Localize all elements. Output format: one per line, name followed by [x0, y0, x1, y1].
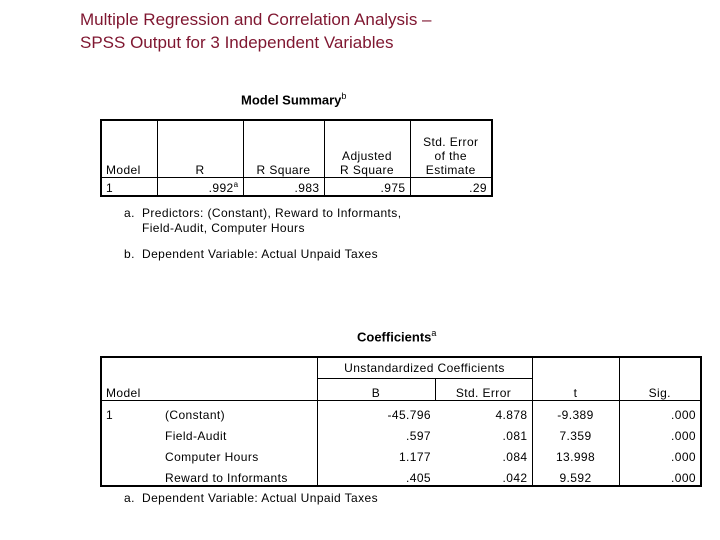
coefficients-table: [100, 356, 702, 487]
header-sig: Sig.: [619, 379, 701, 401]
cell-predictor: (Constant): [165, 408, 226, 422]
cell-adjusted-r-square: .975: [324, 178, 410, 197]
model-summary-table: [100, 119, 493, 197]
cell-t: 13.998: [532, 443, 619, 464]
cell-std-error: 4.878: [495, 408, 528, 422]
model-summary-header-row: [101, 120, 492, 178]
header-unstandardized-coefficients: Unstandardized Coefficients: [317, 357, 532, 379]
model-summary-footnote-a: a. Predictors: (Constant), Reward to Informants, Field-Audit, Computer Hours: [124, 206, 402, 235]
model-summary-footnote-b: b. Dependent Variable: Actual Unpaid Taxes: [124, 247, 378, 261]
header-std-error-estimate: Std. Error of the Estimate: [410, 120, 492, 178]
header-r: R: [157, 120, 243, 178]
table-row: [101, 443, 701, 464]
cell-std-error: .042: [502, 471, 528, 485]
cell-model-number: 1: [106, 408, 114, 422]
slide-title-line-1: Multiple Regression and Correlation Analysis –: [80, 10, 432, 29]
header-std-error: Std. Error: [435, 379, 532, 401]
cell-predictor: Reward to Informants: [165, 471, 288, 485]
cell-b: .597: [317, 422, 435, 443]
cell-r: .992$^a$: [157, 178, 243, 197]
cell-t: 9.592: [532, 464, 619, 486]
cell-sig: .000: [619, 422, 701, 443]
header-b: B: [317, 379, 435, 401]
cell-model: 1: [106, 181, 114, 195]
coefficients-caption-sup: a: [431, 328, 437, 338]
slide-title: [80, 8, 432, 54]
coefficients-caption: Coefficients$^a$: [357, 328, 437, 345]
header-r-square: R Square: [243, 120, 324, 178]
model-summary-caption: Model Summary$^b$: [241, 91, 347, 108]
model-summary-caption-sup: b: [341, 91, 347, 101]
table-row: [101, 401, 701, 423]
cell-predictor: Field-Audit: [165, 429, 227, 443]
cell-std-error: .29: [410, 178, 492, 197]
cell-b: .405: [317, 464, 435, 486]
cell-predictor: Computer Hours: [165, 450, 259, 464]
cell-t: -9.389: [532, 401, 619, 423]
table-row: [101, 422, 701, 443]
coefficients-footnote-a: a. Dependent Variable: Actual Unpaid Taxes: [124, 491, 378, 505]
coefficients-header-row: [101, 379, 701, 401]
header-adjusted-r-square: Adjusted R Square: [324, 120, 410, 178]
slide-title-line-2: SPSS Output for 3 Independent Variables: [80, 33, 394, 52]
cell-b: -45.796: [317, 401, 435, 423]
header-t: t: [532, 379, 619, 401]
cell-b: 1.177: [317, 443, 435, 464]
cell-sig: .000: [619, 401, 701, 423]
table-row: [101, 464, 701, 486]
cell-std-error: .081: [502, 429, 528, 443]
coefficients-group-header-row: [101, 357, 701, 379]
cell-sig: .000: [619, 464, 701, 486]
cell-r-square: .983: [243, 178, 324, 197]
cell-sig: .000: [619, 443, 701, 464]
cell-t: 7.359: [532, 422, 619, 443]
header-model: Model: [101, 120, 157, 178]
model-summary-data-row: [101, 178, 492, 197]
header-model: Model: [101, 379, 161, 401]
cell-std-error: .084: [502, 450, 528, 464]
